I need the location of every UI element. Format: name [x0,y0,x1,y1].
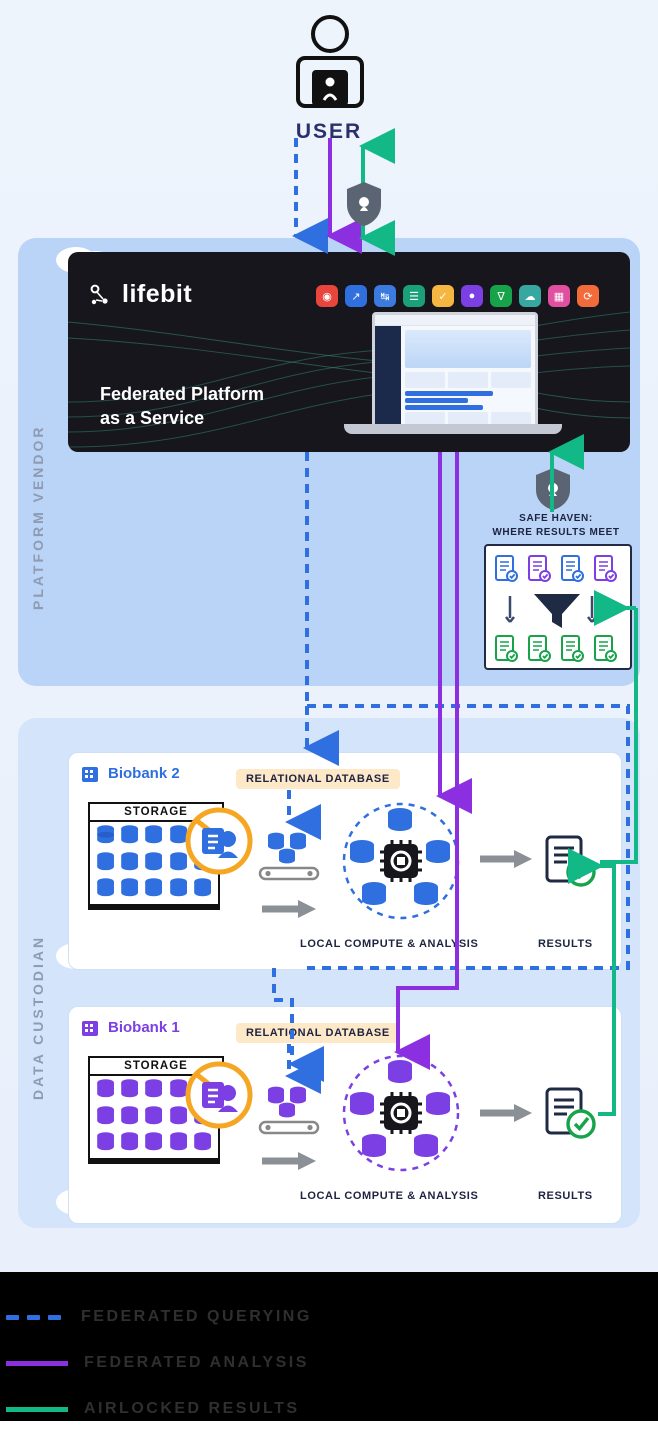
analytics-icon[interactable]: ↗ [345,285,367,307]
location-icon[interactable]: ◉ [316,285,338,307]
safe-haven-line1: SAFE HAVEN: [519,513,593,524]
legend-solid-swatch [6,1361,68,1366]
biobank-1-title: Biobank 1 [108,1019,180,1036]
legend-label-federated-analysis: FEDERATED ANALYSIS [84,1354,309,1371]
biobank-2-title: Biobank 2 [108,765,180,782]
layers-icon[interactable]: ☰ [403,285,425,307]
biobank-1-results-caption: RESULTS [538,1190,593,1202]
airlock-shield-icon [345,180,383,228]
legend-item-federated-analysis [0,1340,658,1386]
biobank-1-relational-db-label: RELATIONAL DATABASE [236,1023,400,1043]
biobank-1-storage-label: STORAGE [88,1056,224,1076]
data-custodian-label: DATA CUSTODIAN [30,934,46,1100]
biobank-1-compute-caption: LOCAL COMPUTE & ANALYSIS [300,1190,479,1202]
legend-label-federated-querying: FEDERATED QUERYING [81,1308,312,1325]
legend-item-federated-querying [0,1294,658,1340]
biobank-2-compute-caption: LOCAL COMPUTE & ANALYSIS [300,938,479,950]
sync-icon[interactable]: ⟳ [577,285,599,307]
dashboard-icon[interactable]: ▦ [548,285,570,307]
platform-title-line2: as a Service [100,408,205,429]
dna-icon[interactable]: ∇ [490,285,512,307]
shield-check-icon[interactable]: ✓ [432,285,454,307]
user-label: USER [295,120,363,143]
lifebit-wordmark: lifebit [122,280,193,308]
platform-title-line1: Federated Platform [100,384,265,404]
legend-item-airlocked-results [0,1386,658,1432]
biobank-2-results-caption: RESULTS [538,938,593,950]
biobank-2-relational-db-label: RELATIONAL DATABASE [236,769,400,789]
platform-vendor-label: PLATFORM VENDOR [30,424,46,610]
legend-solid-swatch [6,1407,68,1412]
legend-label-airlocked-results: AIRLOCKED RESULTS [84,1400,300,1417]
cloud-icon[interactable]: ☁ [519,285,541,307]
legend-dash-swatch [6,1315,65,1320]
globe-icon[interactable]: ● [461,285,483,307]
biobank-2-storage-label: STORAGE [88,802,224,822]
legend [0,1272,658,1421]
safe-haven-line2: WHERE RESULTS MEET [492,526,620,538]
share-icon[interactable]: ↹ [374,285,396,307]
